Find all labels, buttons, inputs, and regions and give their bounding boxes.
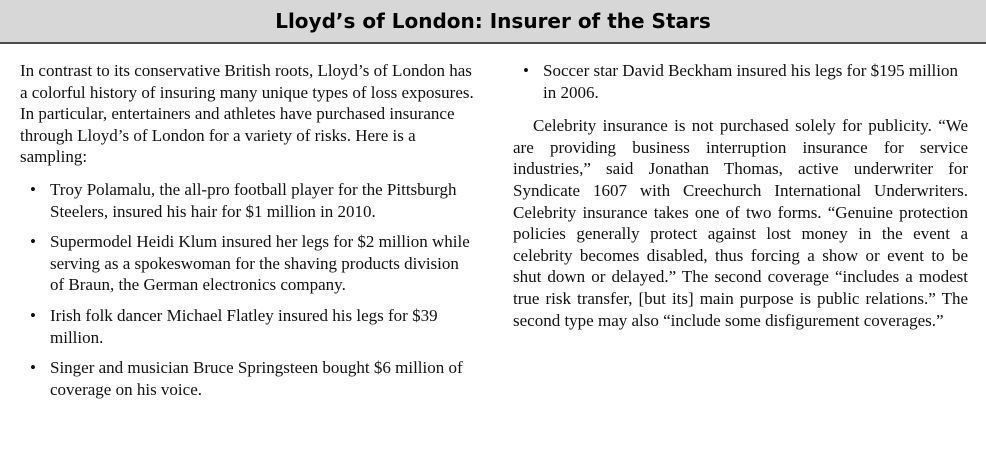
bullet-icon: • — [30, 358, 36, 378]
right-column — [513, 60, 968, 331]
bullet-icon: • — [30, 179, 36, 199]
box-title: Lloyd’s of London: Insurer of the Stars — [275, 9, 711, 33]
list-item — [513, 60, 968, 103]
list-item — [20, 305, 475, 348]
left-column — [20, 60, 475, 400]
list-item — [20, 231, 475, 296]
celebrity-list-continued — [513, 60, 968, 103]
bullet-icon: • — [523, 61, 529, 80]
list-item-text: Singer and musician Bruce Springsteen bought $6 million of coverage on his voice. — [50, 358, 463, 399]
bullet-icon: • — [30, 305, 36, 325]
list-item — [20, 179, 475, 222]
list-item-text: Soccer star David Beckham insured his legs for $195 million in 2006. — [543, 61, 958, 102]
list-item-text: Irish folk dancer Michael Flatley insured his legs for $39 million. — [50, 305, 438, 347]
box-header — [0, 0, 986, 44]
bullet-icon: • — [30, 232, 36, 252]
list-item-text: Troy Polamalu, the all-pro football player for the Pittsburgh Steelers, insured his hair for $1 million in 2010. — [50, 179, 457, 221]
celebrity-list — [20, 179, 475, 400]
list-item-text: Supermodel Heidi Klum insured her legs for $2 million while serving as a spokeswoman for the shaving products division of Braun, the German electronics company. — [50, 232, 470, 295]
intro-paragraph: In contrast to its conservative British roots, Lloyd’s of London has a colorful history of insuring many unique types of loss exposures. In particular, entertainers and athletes have purchased insurance through Lloyd’s of London for a variety of risks. Here is a sampling: — [20, 61, 474, 167]
list-item — [20, 357, 475, 400]
body-paragraph: Celebrity insurance is not purchased solely for publicity. “We are providing business interruption insurance for service industries,” said Jonathan Thomas, active underwriter for Syndicate 1607 with Creechurch International Underwriters. Celebrity insurance takes one of two forms. “Genuine protection policies generally protect against lost money in the event a celebrity becomes disabled, thus forcing a show or event to be shut down or delayed.” The second coverage “includes a modest true risk transfer, [but its] main purpose is public relations.” The second type may also “include some disfigurement coverages.” — [513, 116, 968, 330]
